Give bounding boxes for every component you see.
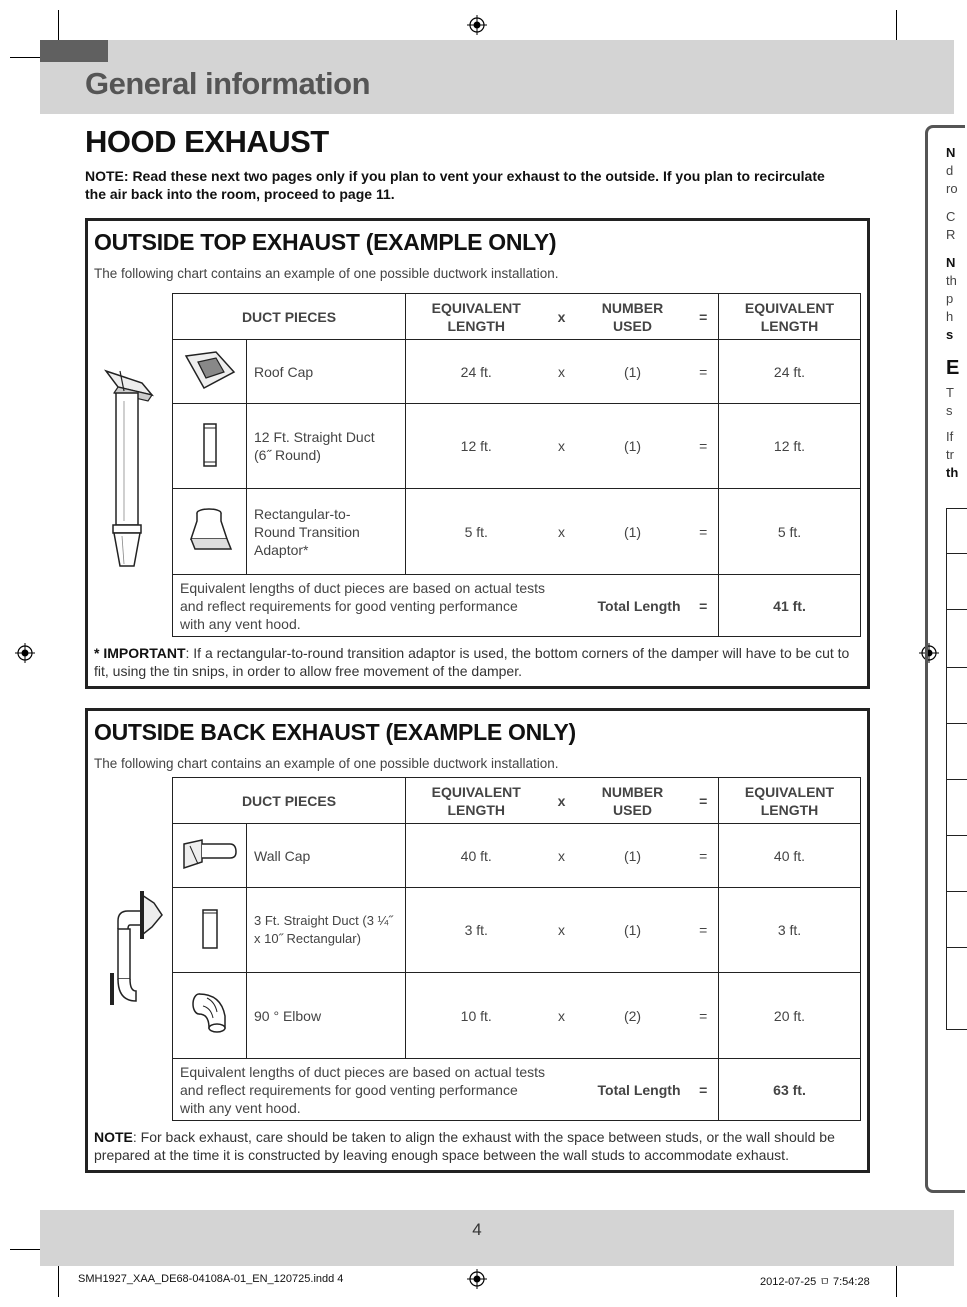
number-used: (1) [577, 824, 689, 888]
total-length-label: Total Length [547, 575, 689, 637]
wall-vent-assembly-icon [110, 889, 166, 1007]
times-sign: x [547, 340, 577, 404]
wall-cap-icon [173, 824, 247, 888]
total-equiv-length: 12 ft. [719, 404, 861, 489]
fragment-text: tr [946, 447, 954, 462]
total-length-value: 41 ft. [719, 575, 861, 637]
page-title: HOOD EXHAUST [85, 124, 329, 159]
total-equiv-length: 40 ft. [719, 824, 861, 888]
file-info: SMH1927_XAA_DE68-04108A-01_EN_120725.indd 4 [78, 1273, 344, 1285]
adjacent-page-fragment [925, 125, 965, 1193]
fragment-text: N [946, 145, 956, 160]
number-used: (1) [577, 340, 689, 404]
piece-name: Wall Cap [247, 824, 406, 888]
table-row [173, 973, 861, 1059]
header-equiv-length: EQUIVALENT LENGTH [406, 778, 547, 824]
total-equiv-length: 3 ft. [719, 888, 861, 973]
header-times: x [547, 294, 577, 340]
equals-sign: = [689, 824, 719, 888]
fragment-table [946, 508, 967, 1030]
number-used: (1) [577, 888, 689, 973]
equals-sign: = [689, 340, 719, 404]
footnote-text: Equivalent lengths of duct pieces are based on actual tests and reflect requirements for good venting performance with any vent hood. [173, 575, 547, 637]
total-row [173, 575, 861, 637]
fragment-text: th [946, 465, 959, 480]
registration-mark-icon [15, 643, 35, 663]
header-tab [40, 40, 108, 62]
roof-cap-icon [173, 340, 247, 404]
header-total-equiv-length: EQUIVALENT LENGTH [719, 294, 861, 340]
crop-mark [10, 57, 40, 58]
transition-adaptor-icon [173, 489, 247, 575]
times-sign: x [547, 404, 577, 489]
fragment-text: th [946, 273, 957, 288]
header-duct-pieces: DUCT PIECES [173, 294, 406, 340]
piece-name: 12 Ft. Straight Duct (6˝ Round) [247, 404, 406, 489]
fragment-text: p [946, 291, 954, 306]
rectangular-duct-icon [173, 888, 247, 973]
header-duct-pieces: DUCT PIECES [173, 778, 406, 824]
equiv-length: 10 ft. [406, 973, 547, 1059]
fragment-text: E [946, 357, 960, 379]
page-number: 4 [472, 1220, 482, 1239]
straight-duct-icon [173, 404, 247, 489]
times-sign: x [547, 888, 577, 973]
footnote-text: Equivalent lengths of duct pieces are based on actual tests and reflect requirements for good venting performance with any vent hood. [173, 1059, 547, 1121]
back-exhaust-title: OUTSIDE BACK EXHAUST (EXAMPLE ONLY) [94, 719, 576, 745]
equals-sign: = [689, 489, 719, 575]
header-times: x [547, 778, 577, 824]
crop-mark [10, 1249, 40, 1250]
equiv-length: 40 ft. [406, 824, 547, 888]
times-sign: x [547, 489, 577, 575]
table-row [173, 888, 861, 973]
top-exhaust-box [85, 218, 870, 689]
number-used: (1) [577, 404, 689, 489]
equals-sign: = [689, 404, 719, 489]
fragment-text: R [946, 227, 956, 242]
piece-name: Roof Cap [247, 340, 406, 404]
fragment-text: If [946, 429, 954, 444]
fragment-text: s [946, 403, 953, 418]
total-equiv-length: 5 ft. [719, 489, 861, 575]
fragment-text: T [946, 385, 954, 400]
fragment-text: h [946, 309, 954, 324]
fragment-text: d [946, 163, 954, 178]
header-total-equiv-length: EQUIVALENT LENGTH [719, 778, 861, 824]
equals-sign: = [689, 888, 719, 973]
back-duct-table [172, 777, 861, 1121]
total-length-value: 63 ft. [719, 1059, 861, 1121]
total-equiv-length: 24 ft. [719, 340, 861, 404]
top-exhaust-title: OUTSIDE TOP EXHAUST (EXAMPLE ONLY) [94, 229, 557, 255]
roof-vent-assembly-icon [100, 361, 156, 571]
fragment-text: s [946, 327, 954, 342]
times-sign: x [547, 824, 577, 888]
header-equiv-length: EQUIVALENT LENGTH [406, 294, 547, 340]
equiv-length: 5 ft. [406, 489, 547, 575]
equals-sign: = [689, 575, 719, 637]
piece-name: 3 Ft. Straight Duct (3 ¼˝ x 10˝ Rectangular) [247, 888, 406, 973]
top-duct-table [172, 293, 861, 637]
back-exhaust-box [85, 708, 870, 1173]
registration-mark-icon [467, 1269, 487, 1289]
header-number-used: NUMBER USED [577, 294, 689, 340]
equiv-length: 12 ft. [406, 404, 547, 489]
number-used: (1) [577, 489, 689, 575]
equiv-length: 24 ft. [406, 340, 547, 404]
total-row [173, 1059, 861, 1121]
times-sign: x [547, 973, 577, 1059]
table-row [173, 340, 861, 404]
important-note: * IMPORTANT: If a rectangular-to-round transition adaptor is used, the bottom corners of the damper will have to be cut to fit, using the tin snips, in order to allow free movement of the damper. [94, 645, 850, 679]
total-equiv-length: 20 ft. [719, 973, 861, 1059]
equals-sign: = [689, 973, 719, 1059]
equiv-length: 3 ft. [406, 888, 547, 973]
equals-sign: = [689, 1059, 719, 1121]
fragment-text: C [946, 209, 956, 224]
header-equals: = [689, 778, 719, 824]
table-row [173, 824, 861, 888]
registration-mark-icon [467, 15, 487, 35]
piece-name: Rectangular-to- Round Transition Adaptor* [247, 489, 406, 575]
table-row [173, 404, 861, 489]
top-exhaust-intro: The following chart contains an example of one possible ductwork installation. [94, 266, 559, 281]
fragment-text: N [946, 255, 956, 270]
back-exhaust-note: NOTE: For back exhaust, care should be taken to align the exhaust with the space between studs, or the wall should be prepared at the time it is constructed by leaving enough space between the wall studs to accommodate exhaust. [94, 1129, 835, 1163]
print-date: 2012-07-25 ㅁ 7:54:28 [760, 1276, 870, 1288]
elbow-icon [173, 973, 247, 1059]
header-number-used: NUMBER USED [577, 778, 689, 824]
section-title: General information [85, 66, 371, 101]
number-used: (2) [577, 973, 689, 1059]
table-row [173, 489, 861, 575]
fragment-text: ro [946, 181, 958, 196]
piece-name: 90 ° Elbow [247, 973, 406, 1059]
intro-note: NOTE: Read these next two pages only if you plan to vent your exhaust to the outside. If you plan to recirculate the air back into the room, proceed to page 11. [85, 168, 825, 202]
total-length-label: Total Length [547, 1059, 689, 1121]
header-equals: = [689, 294, 719, 340]
back-exhaust-intro: The following chart contains an example of one possible ductwork installation. [94, 756, 559, 771]
